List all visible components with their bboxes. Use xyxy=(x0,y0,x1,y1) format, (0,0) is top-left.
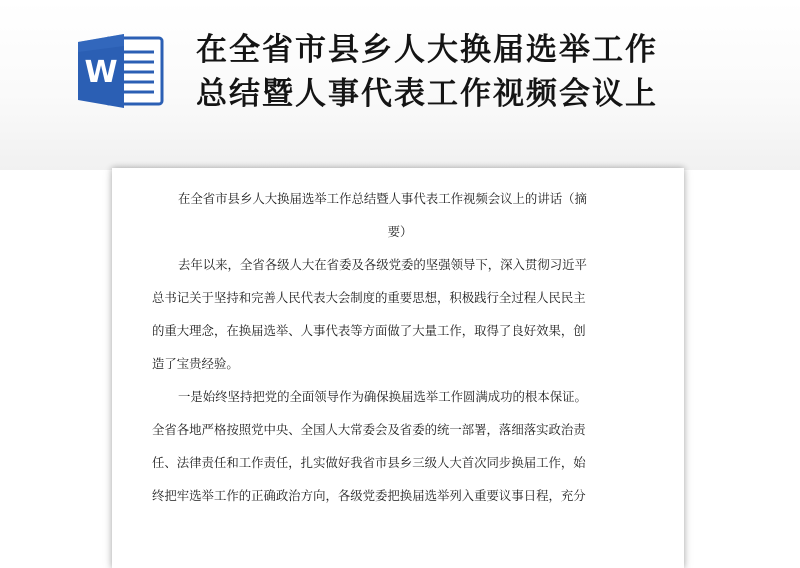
paragraph-line: 去年以来，全省各级人大在省委及各级党委的坚强领导下，深入贯彻习近平 xyxy=(178,257,587,272)
word-document-icon xyxy=(76,30,164,112)
paragraph-line: 一是始终坚持把党的全面领导作为确保换届选举工作圆满成功的根本保证。 xyxy=(178,389,587,404)
title-line-2: 总结暨人事代表工作视频会议上 xyxy=(196,76,658,112)
doc-title-line-end: 要） xyxy=(387,224,413,239)
document-body xyxy=(152,182,648,512)
paragraph-line: 总书记关于坚持和完善人民代表大会制度的重要思想，积极践行全过程人民民主 xyxy=(152,290,586,305)
title-line-1: 在全省市县乡人大换届选举工作 xyxy=(196,32,658,68)
paragraph-line: 造了宝贵经验。 xyxy=(152,356,239,371)
paragraph-line: 全省各地严格按照党中央、全国人大常委会及省委的统一部署，落细落实政治责 xyxy=(152,422,586,437)
paragraph-line: 终把牢选举工作的正确政治方向，各级党委把换届选举列入重要议事日程，充分 xyxy=(152,488,586,503)
paragraph-line: 的重大理念，在换届选举、人事代表等方面做了大量工作，取得了良好效果，创 xyxy=(152,323,586,338)
word-badge-letter: W xyxy=(84,55,118,90)
page-title xyxy=(196,28,756,116)
paragraph-line: 任、法律责任和工作责任，扎实做好我省市县乡三级人大首次同步换届工作，始 xyxy=(152,455,586,470)
doc-title-line: 在全省市县乡人大换届选举工作总结暨人事代表工作视频会议上的讲话（摘 xyxy=(178,191,587,206)
document-page xyxy=(112,168,684,568)
